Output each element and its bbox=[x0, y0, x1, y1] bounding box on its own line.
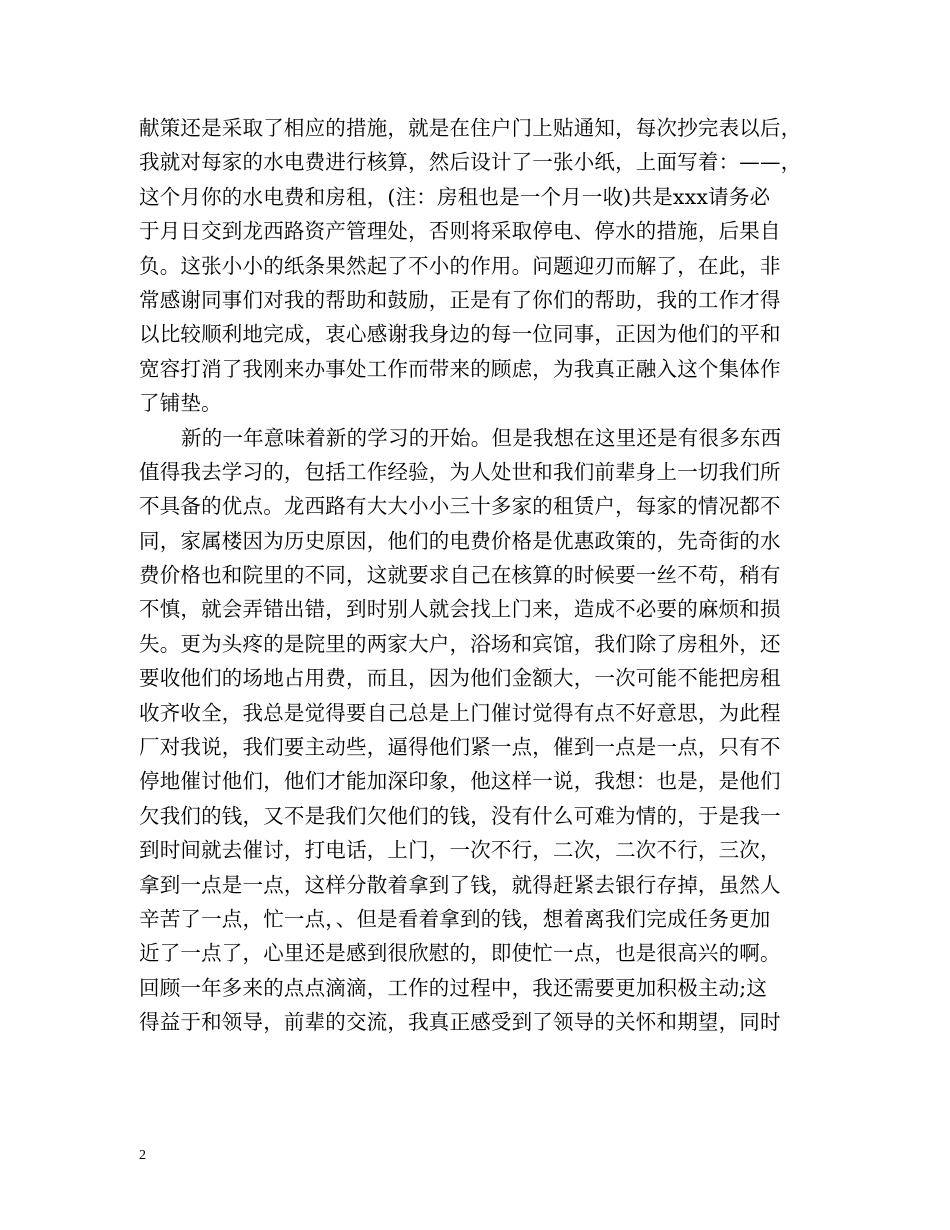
text-line: 值得我去学习的，包括工作经验，为人处世和我们前辈身上一切我们所 bbox=[139, 459, 781, 484]
text-line: 要收他们的场地占用费，而且，因为他们金额大，一次可能不能把房租 bbox=[139, 666, 781, 691]
text-line: 不具备的优点。龙西路有大大小小三十多家的租赁户，每家的情况都不 bbox=[139, 494, 781, 519]
text-line: 不慎，就会弄错出错，到时别人就会找上门来，造成不必要的麻烦和损 bbox=[139, 597, 781, 622]
text-line: 厂对我说，我们要主动些，逼得他们紧一点，催到一点是一点，只有不 bbox=[139, 735, 781, 760]
text-line: 欠我们的钱，又不是我们欠他们的钱，没有什么可难为情的，于是我一 bbox=[139, 803, 781, 828]
text-line: 收齐收全，我总是觉得要自己总是上门催讨觉得有点不好意思，为此程 bbox=[139, 700, 781, 725]
text-line: 失。更为头疼的是院里的两家大户，浴场和宾馆，我们除了房租外，还 bbox=[139, 631, 781, 656]
text-line: 于月日交到龙西路资产管理处，否则将采取停电、停水的措施，后果自 bbox=[139, 219, 781, 244]
text-line: 到时间就去催讨，打电话，上门，一次不行，二次，二次不行，三次， bbox=[139, 838, 781, 863]
text-line: 负。这张小小的纸条果然起了不小的作用。问题迎刃而解了，在此，非 bbox=[139, 253, 781, 278]
text-line: 常感谢同事们对我的帮助和鼓励，正是有了你们的帮助，我的工作才得 bbox=[139, 287, 781, 312]
text-line: 停地催讨他们，他们才能加深印象，他这样一说，我想：也是，是他们 bbox=[139, 769, 781, 794]
text-line: 辛苦了一点，忙一点，、但是看着拿到的钱，想着离我们完成任务更加 bbox=[139, 906, 771, 931]
text-line: 宽容打消了我刚来办事处工作而带来的顾虑，为我真正融入这个集体作 bbox=[139, 356, 781, 381]
text-line: 这个月你的水电费和房租，(注：房租也是一个月一收)共是xxx请务必 bbox=[139, 184, 771, 209]
text-line: 了铺垫。 bbox=[139, 391, 222, 416]
text-line: 得益于和领导，前辈的交流，我真正感受到了领导的关怀和期望，同时 bbox=[139, 1010, 781, 1035]
text-line: 拿到一点是一点，这样分散着拿到了钱，就得赶紧去银行存掉，虽然人 bbox=[139, 872, 781, 897]
text-line: 以比较顺利地完成，衷心感谢我身边的每一位同事，正因为他们的平和 bbox=[139, 322, 781, 347]
text-line: 献策还是采取了相应的措施，就是在住户门上贴通知，每次抄完表以后， bbox=[139, 116, 802, 140]
paragraph bbox=[139, 111, 819, 421]
text-line: 近了一点了，心里还是感到很欣慰的，即使忙一点，也是很高兴的啊。 bbox=[139, 941, 781, 966]
page-number: 2 bbox=[139, 1148, 146, 1163]
text-line: 同，家属楼因为历史原因，他们的电费价格是优惠政策的，先奇街的水 bbox=[139, 528, 781, 553]
text-line: 我就对每家的水电费进行核算，然后设计了一张小纸，上面写着：——， bbox=[139, 150, 802, 175]
text-line: 新的一年意味着新的学习的开始。但是我想在这里还是有很多东西 bbox=[181, 425, 782, 450]
text-line: 回顾一年多来的点点滴滴，工作的过程中，我还需要更加积极主动;这 bbox=[139, 975, 768, 1000]
paragraph bbox=[139, 421, 819, 1040]
page-body bbox=[139, 111, 819, 1040]
text-line: 费价格也和院里的不同，这就要求自己在核算的时候要一丝不苟，稍有 bbox=[139, 563, 781, 588]
